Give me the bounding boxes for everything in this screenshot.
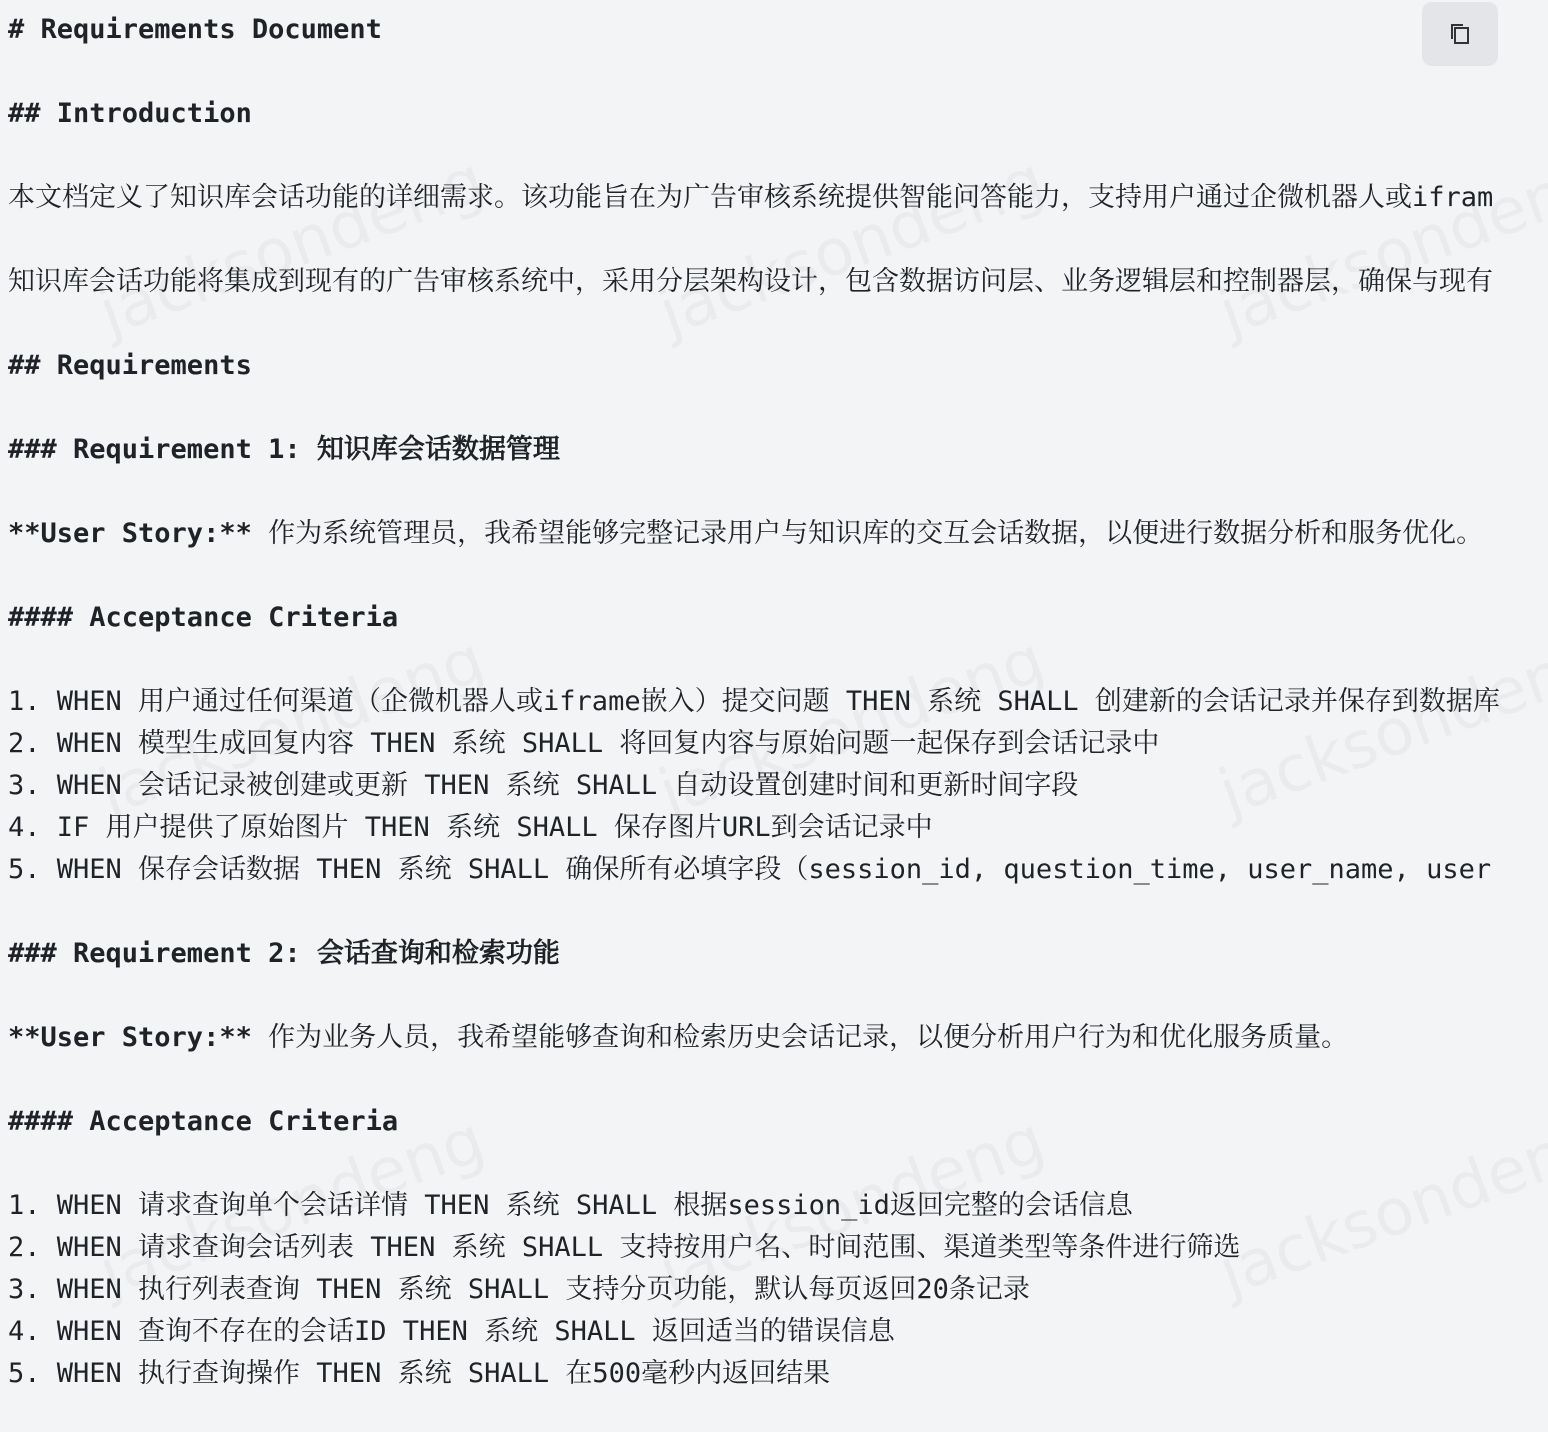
user-story-text: 作为系统管理员，我希望能够完整记录用户与知识库的交互会话数据，以便进行数据分析和服务优化。 (251, 518, 1484, 549)
watermark (1210, 1103, 1548, 1311)
list-item: 1. WHEN 请求查询单个会话详情 THEN 系统 SHALL 根据session_id返回完整的会话信息 (8, 1190, 1133, 1221)
list-item: 5. WHEN 执行查询操作 THEN 系统 SHALL 在500毫秒内返回结果 (8, 1358, 831, 1389)
list-item: 3. WHEN 执行列表查询 THEN 系统 SHALL 支持分页功能，默认每页返回20条记录 (8, 1274, 1030, 1305)
list-item: 4. IF 用户提供了原始图片 THEN 系统 SHALL 保存图片URL到会话记录中 (8, 812, 933, 843)
list-item: 5. WHEN 保存会话数据 THEN 系统 SHALL 确保所有必填字段（session_id, question_time, user_name, user (8, 854, 1492, 885)
list-item: 2. WHEN 模型生成回复内容 THEN 系统 SHALL 将回复内容与原始问题一起保存到会话记录中 (8, 728, 1160, 759)
user-story-label: **User Story:** (8, 1022, 252, 1053)
document-title: # Requirements Document (8, 14, 382, 45)
requirements-heading: ## Requirements (8, 350, 252, 381)
requirement-1-user-story (8, 513, 1483, 555)
intro-paragraph-1: 本文档定义了知识库会话功能的详细需求。该功能旨在为广告审核系统提供智能问答能力，支持用户通过企微机器人或ifram (8, 182, 1494, 213)
list-item: 4. WHEN 查询不存在的会话ID THEN 系统 SHALL 返回适当的错误信息 (8, 1316, 895, 1347)
requirement-1-acceptance-heading: #### Acceptance Criteria (8, 602, 399, 633)
list-item: 1. WHEN 用户通过任何渠道（企微机器人或iframe嵌入）提交问题 THEN 系统 SHALL 创建新的会话记录并保存到数据库 (8, 686, 1500, 717)
requirement-1-heading: ### Requirement 1: 知识库会话数据管理 (8, 434, 560, 465)
user-story-text: 作为业务人员，我希望能够查询和检索历史会话记录，以便分析用户行为和优化服务质量。 (251, 1022, 1349, 1053)
list-item: 3. WHEN 会话记录被创建或更新 THEN 系统 SHALL 自动设置创建时间和更新时间字段 (8, 770, 1079, 801)
requirement-2-heading: ### Requirement 2: 会话查询和检索功能 (8, 938, 560, 969)
document-content (8, 0, 1548, 1389)
intro-paragraph-2: 知识库会话功能将集成到现有的广告审核系统中，采用分层架构设计，包含数据访问层、业务逻辑层和控制器层，确保与现有 (8, 266, 1493, 297)
requirement-2-user-story (8, 1017, 1348, 1059)
list-item: 2. WHEN 请求查询会话列表 THEN 系统 SHALL 支持按用户名、时间范围、渠道类型等条件进行筛选 (8, 1232, 1241, 1263)
copy-icon (1448, 21, 1472, 47)
user-story-label: **User Story:** (8, 518, 252, 549)
requirement-2-acceptance-heading: #### Acceptance Criteria (8, 1106, 399, 1137)
copy-button[interactable] (1422, 2, 1498, 66)
introduction-heading: ## Introduction (8, 98, 252, 129)
